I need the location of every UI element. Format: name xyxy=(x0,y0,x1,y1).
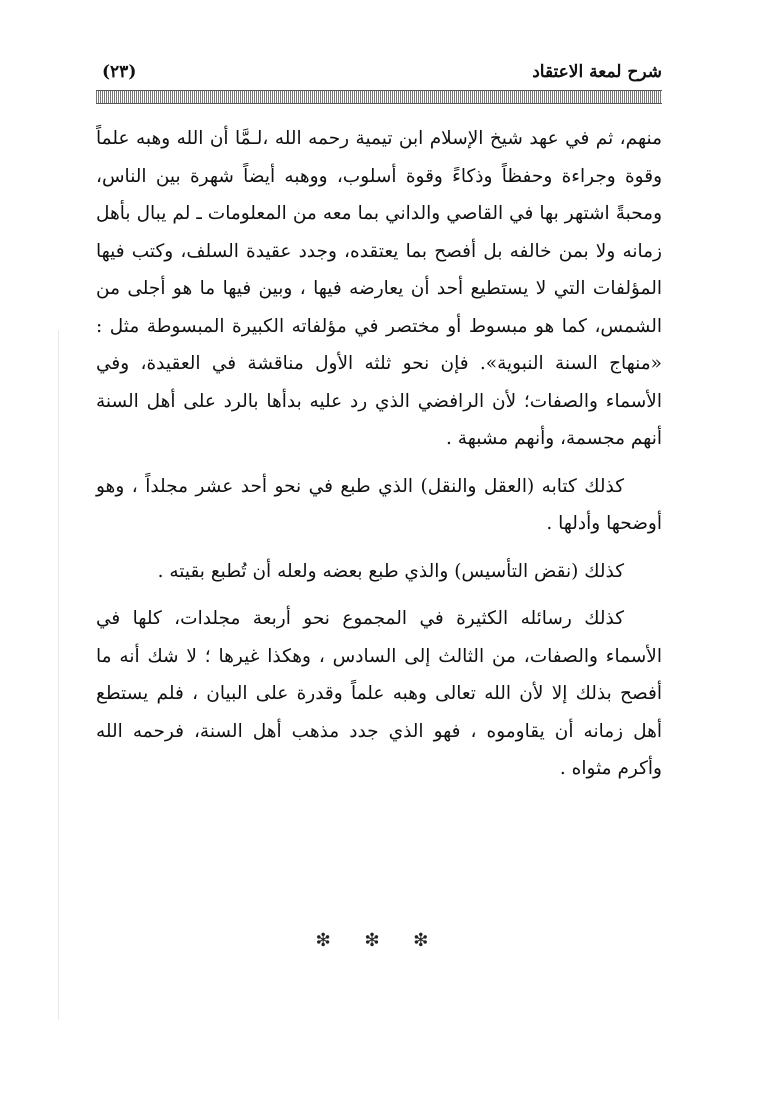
margin-guide-line xyxy=(58,330,59,1020)
section-ornament: ❇ ❇ ❇ xyxy=(315,930,443,951)
paragraph-4: كذلك رسائله الكثيرة في المجموع نحو أربعة مجلدات، كلها في الأسماء والصفات، من الثالث إلى السادس ، وهكذا غيرها ؛ لا شك أنه ما أفصح بذلك إلا لأن الله تعالى وهبه علماً وقدرة على البيان ، فلم يستطع أهل زمانه أن يقاوموه ، فهو الذي جدد مذهب أهل السنة، فرحمه الله وأكرم مثواه . xyxy=(96,608,662,779)
header-divider xyxy=(96,90,662,104)
page-number: (٢٣) xyxy=(102,62,137,82)
running-title: شرح لمعة الاعتقاد xyxy=(532,62,662,82)
paragraph-1: منهم، ثم في عهد شيخ الإسلام ابن تيمية رحمه الله ،لـمَّا أن الله وهبه علماً وقوة وجراءة وحفظاً وذكاءً وقوة أسلوب، ووهبه أيضاً شهرة بين الناس، ومحبةً اشتهر بها في القاصي والداني بما معه من المعلومات ـ لم يبال بأهل زمانه ولا بمن خالفه بل أفصح بما يعتقده، وجدد عقيدة السلف، وكتب فيها المؤلفات التي لا يستطيع أحد أن يعارضه فيها ، وبين فيها ما هو أجلى من الشمس، كما هو مبسوط أو مختصر في مؤلفاته الكبيرة المبسوطة مثل : «منهاج السنة النبوية». فإن نحو ثلثه الأول مناقشة في العقيدة، وفي الأسماء والصفات؛ لأن الرافضي الذي رد عليه بدأها بالرد على أهل السنة أنهم مجسمة، وأنهم مشبهة . xyxy=(96,128,662,449)
paragraph-2: كذلك كتابه (العقل والنقل) الذي طبع في نحو أحد عشر مجلداً ، وهو أوضحها وأدلها . xyxy=(96,475,662,534)
page-body xyxy=(96,120,662,788)
paragraph-3: كذلك (نقض التأسيس) والذي طبع بعضه ولعله أن تُطبع بقيته . xyxy=(157,560,624,582)
page-header xyxy=(96,58,662,92)
